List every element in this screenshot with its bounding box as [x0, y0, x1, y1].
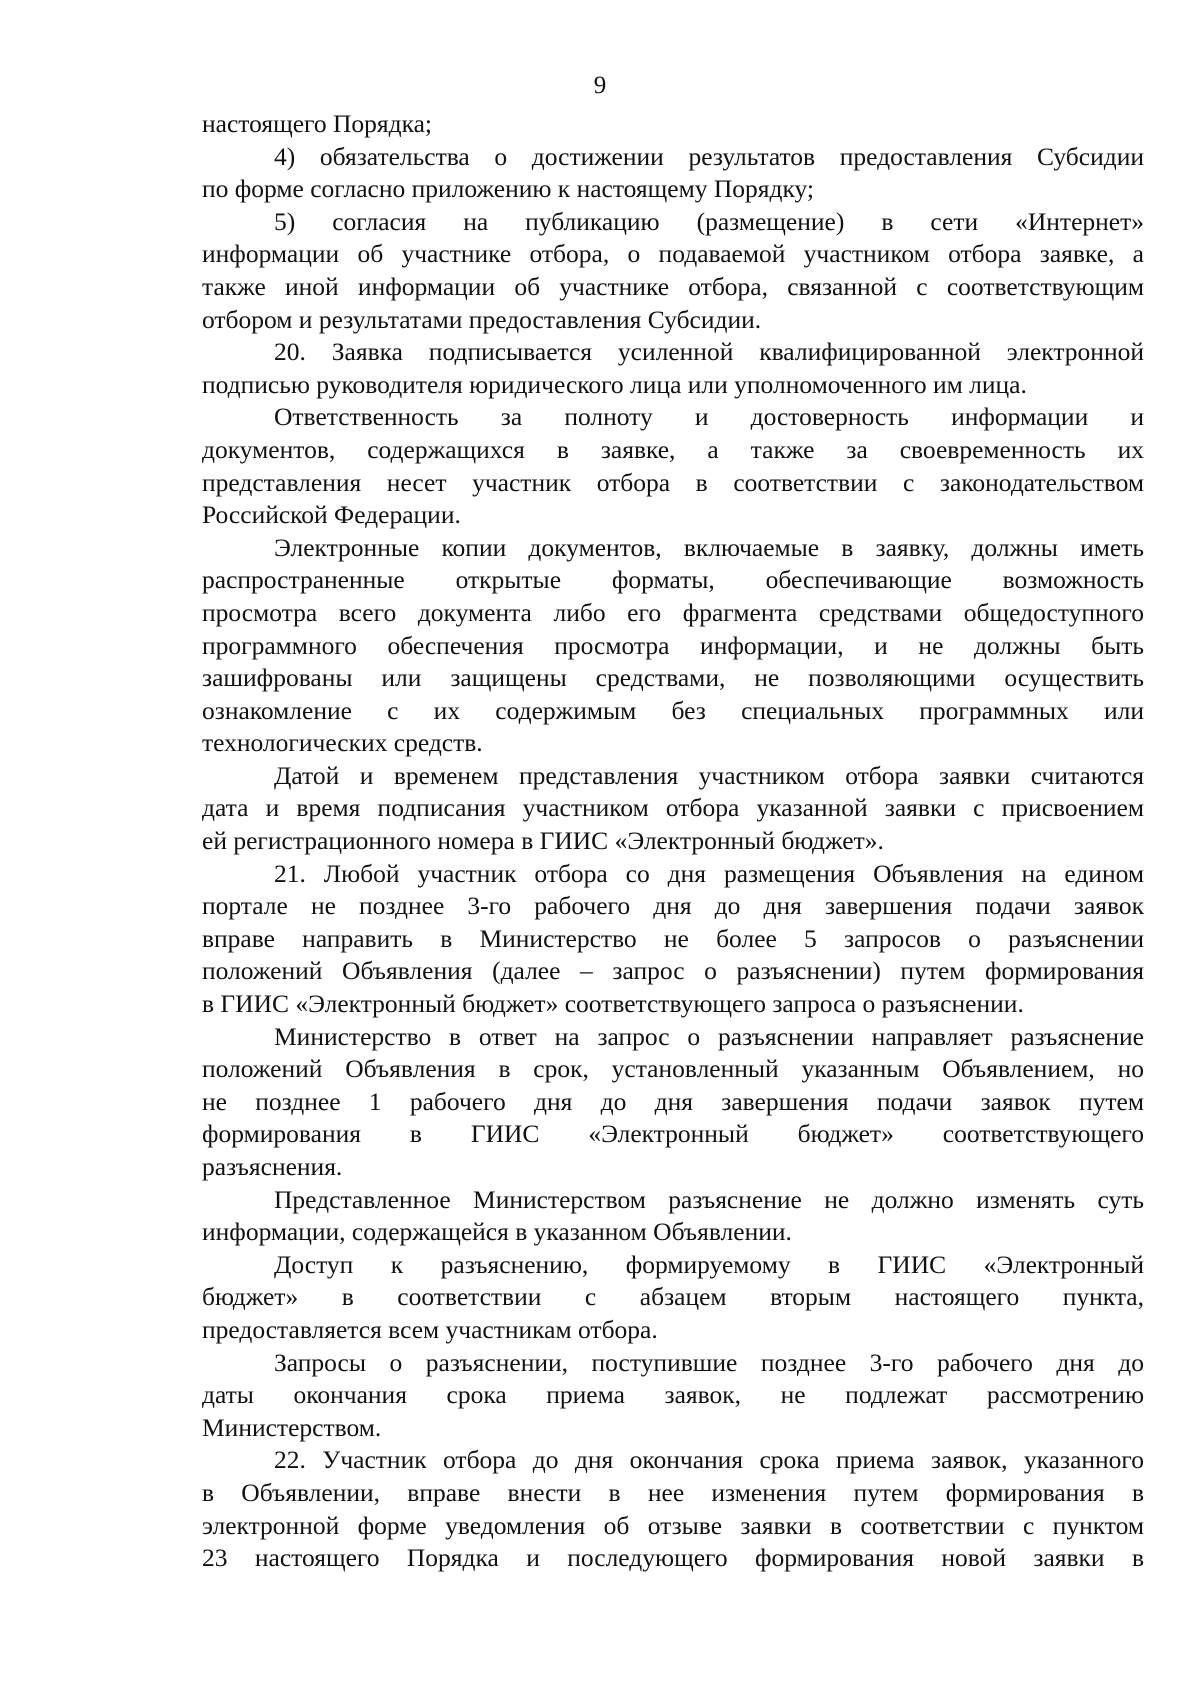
text-line: отбором и результатами предоставления Субсидии.	[202, 304, 762, 334]
text-line: Электронные копии документов, включаемые в заявку, должны иметь	[274, 532, 1144, 562]
text-line: Доступ к разъяснению, формируемому в ГИИС «Электронный	[274, 1249, 1144, 1279]
text-line: ей регистрационного номера в ГИИС «Электронный бюджет».	[202, 826, 884, 856]
text-line: программного обеспечения просмотра информации, и не должны быть	[202, 630, 1144, 660]
text-line: в ГИИС «Электронный бюджет» соответствующего запроса о разъяснении.	[202, 989, 1024, 1019]
paragraph	[202, 1347, 1144, 1445]
text-line: зашифрованы или защищены средствами, не позволяющими осуществить	[202, 663, 1144, 693]
text-line: распространенные открытые форматы, обеспечивающие возможность	[202, 565, 1144, 595]
text-line: в Объявлении, вправе внести в нее изменения путем формирования в	[202, 1477, 1144, 1507]
text-line: информации об участнике отбора, о подаваемой участником отбора заявке, а	[202, 239, 1144, 269]
paragraph	[202, 336, 1144, 401]
paragraph	[202, 108, 1144, 141]
document-body	[202, 108, 1144, 1575]
text-line: Министерство в ответ на запрос о разъяснении направляет разъяснение	[274, 1021, 1144, 1051]
text-line: бюджет» в соответствии с абзацем вторым настоящего пункта,	[202, 1282, 1144, 1312]
text-line: Российской Федерации.	[202, 500, 461, 530]
text-line: вправе направить в Министерство не более 5 запросов о разъяснении	[202, 923, 1144, 953]
paragraph	[202, 1184, 1144, 1249]
text-line: электронной форме уведомления об отзыве заявки в соответствии с пунктом	[202, 1510, 1144, 1540]
paragraph	[202, 401, 1144, 531]
text-line: также иной информации об участнике отбора, связанной с соответствующим	[202, 271, 1144, 301]
paragraph	[202, 1249, 1144, 1347]
paragraph	[202, 760, 1144, 858]
text-line: Представленное Министерством разъяснение не должно изменять суть	[274, 1184, 1144, 1214]
text-line: 5) согласия на публикацию (размещение) в сети «Интернет»	[274, 206, 1144, 236]
text-line: не позднее 1 рабочего дня до дня завершения подачи заявок путем	[202, 1086, 1144, 1116]
text-line: представления несет участник отбора в соответствии с законодательством	[202, 467, 1144, 497]
text-line: просмотра всего документа либо его фрагмента средствами общедоступного	[202, 597, 1144, 627]
text-line: портале не позднее 3-го рабочего дня до дня завершения подачи заявок	[202, 891, 1144, 921]
text-line: Ответственность за полноту и достоверность информации и	[274, 402, 1144, 432]
text-line: технологических средств.	[202, 728, 483, 758]
text-line: разъяснения.	[202, 1152, 343, 1181]
text-line: по форме согласно приложению к настоящему Порядку;	[202, 174, 815, 204]
text-line: дата и время подписания участником отбора указанной заявки с присвоением	[202, 793, 1144, 823]
text-line: настоящего Порядка;	[202, 109, 433, 138]
paragraph	[202, 532, 1144, 760]
text-line: предоставляется всем участникам отбора.	[202, 1314, 658, 1344]
paragraph	[202, 206, 1144, 336]
paragraph	[202, 858, 1144, 1021]
text-line: Датой и временем представления участником отбора заявки считаются	[274, 760, 1144, 790]
paragraph	[202, 141, 1144, 206]
text-line: ознакомление с их содержимым без специальных программных или	[202, 695, 1144, 725]
text-line: положений Объявления (далее – запрос о разъяснении) путем формирования	[202, 956, 1144, 986]
text-line: подписью руководителя юридического лица или уполномоченного им лица.	[202, 369, 1027, 399]
text-line: даты окончания срока приема заявок, не подлежат рассмотрению	[202, 1380, 1144, 1410]
text-line: 20. Заявка подписывается усиленной квалифицированной электронной	[274, 337, 1144, 367]
text-line: документов, содержащихся в заявке, а также за своевременность их	[202, 434, 1144, 464]
text-line: Запросы о разъяснении, поступившие позднее 3-го рабочего дня до	[274, 1347, 1144, 1377]
page-number: 9	[593, 72, 607, 99]
text-line: 4) обязательства о достижении результатов предоставления Субсидии	[274, 141, 1144, 171]
text-line: формирования в ГИИС «Электронный бюджет» соответствующего	[202, 1119, 1144, 1149]
text-line: 22. Участник отбора до дня окончания срока приема заявок, указанного	[274, 1445, 1144, 1475]
paragraph	[202, 1021, 1144, 1184]
text-line: 21. Любой участник отбора со дня размещения Объявления на едином	[274, 858, 1144, 888]
text-line: Министерством.	[202, 1412, 382, 1442]
paragraph	[202, 1444, 1144, 1574]
text-line: положений Объявления в срок, установленный указанным Объявлением, но	[202, 1054, 1144, 1084]
text-line: 23 настоящего Порядка и последующего формирования новой заявки в	[202, 1543, 1144, 1573]
text-line: информации, содержащейся в указанном Объявлении.	[202, 1217, 792, 1247]
